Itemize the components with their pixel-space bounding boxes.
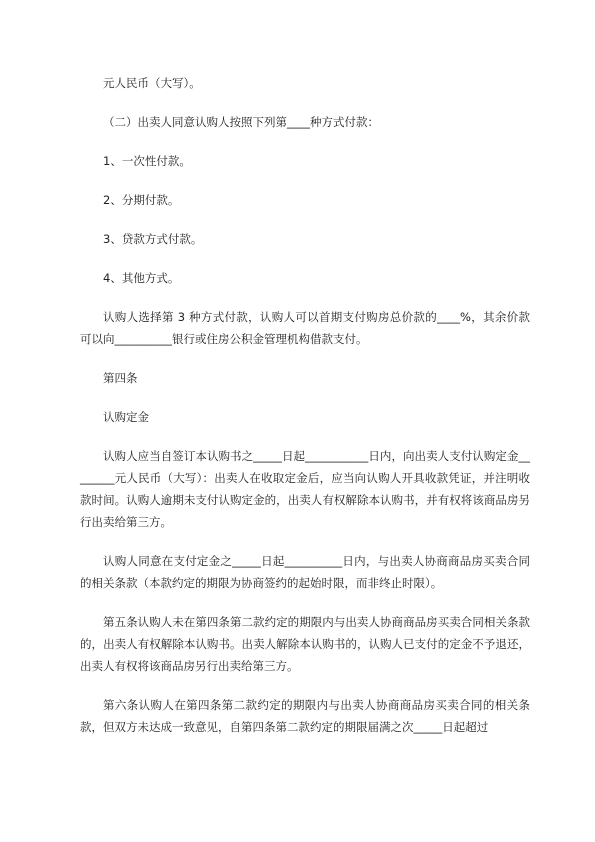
paragraph-negotiation-period: 认购人同意在支付定金之_____日起__________日内，与出卖人协商商品房买卖合同的相关条款（本款约定的期限为协商签约的起始时限，而非终止时限）。 [80, 554, 530, 590]
paragraph-payment-methods-intro: （二）出卖人同意认购人按照下列第____种方式付款： [103, 115, 379, 129]
paragraph-method-lump-sum: 1、一次性付款。 [103, 154, 191, 168]
paragraph-method-loan: 3、贷款方式付款。 [103, 232, 203, 246]
paragraph-article-five: 第五条认购人未在第四条第二款约定的期限内与出卖人协商商品房买卖合同相关条款的，出卖人有权解除本认购书。出卖人解除本认购书的，认购人已支付的定金不予退还，出卖人有权将该商品房另行出卖给第三方。 [80, 615, 530, 673]
deposit-heading: 认购定金 [103, 410, 149, 424]
article-four-heading: 第四条 [103, 371, 138, 385]
paragraph-method-installment: 2、分期付款。 [103, 193, 180, 207]
paragraph-amount-words: 元人民币（大写）。 [103, 76, 201, 90]
paragraph-method-other: 4、其他方式。 [103, 271, 180, 285]
paragraph-article-six: 第六条认购人在第四条第二款约定的期限内与出卖人协商商品房买卖合同的相关条款，但双方未达成一致意见，自第四条第二款约定的期限届满之次_____日起超过 [80, 698, 530, 734]
document-body [80, 72, 530, 755]
paragraph-loan-terms: 认购人选择第 3 种方式付款，认购人可以首期支付购房总价款的____%，其余价款可以向__________银行或住房公积金管理机构借款支付。 [80, 310, 530, 346]
paragraph-deposit-payment: 认购人应当自签订本认购书之_____日起___________日内，向出卖人支付认购定金________元人民币（大写）：出卖人在收取定金后，应当向认购人开具收款凭证，并注明收款时间。认购人逾期未支付认购定金的，出卖人有权解除本认购书，并有权将该商品房另行出卖给第三方。 [80, 449, 530, 529]
